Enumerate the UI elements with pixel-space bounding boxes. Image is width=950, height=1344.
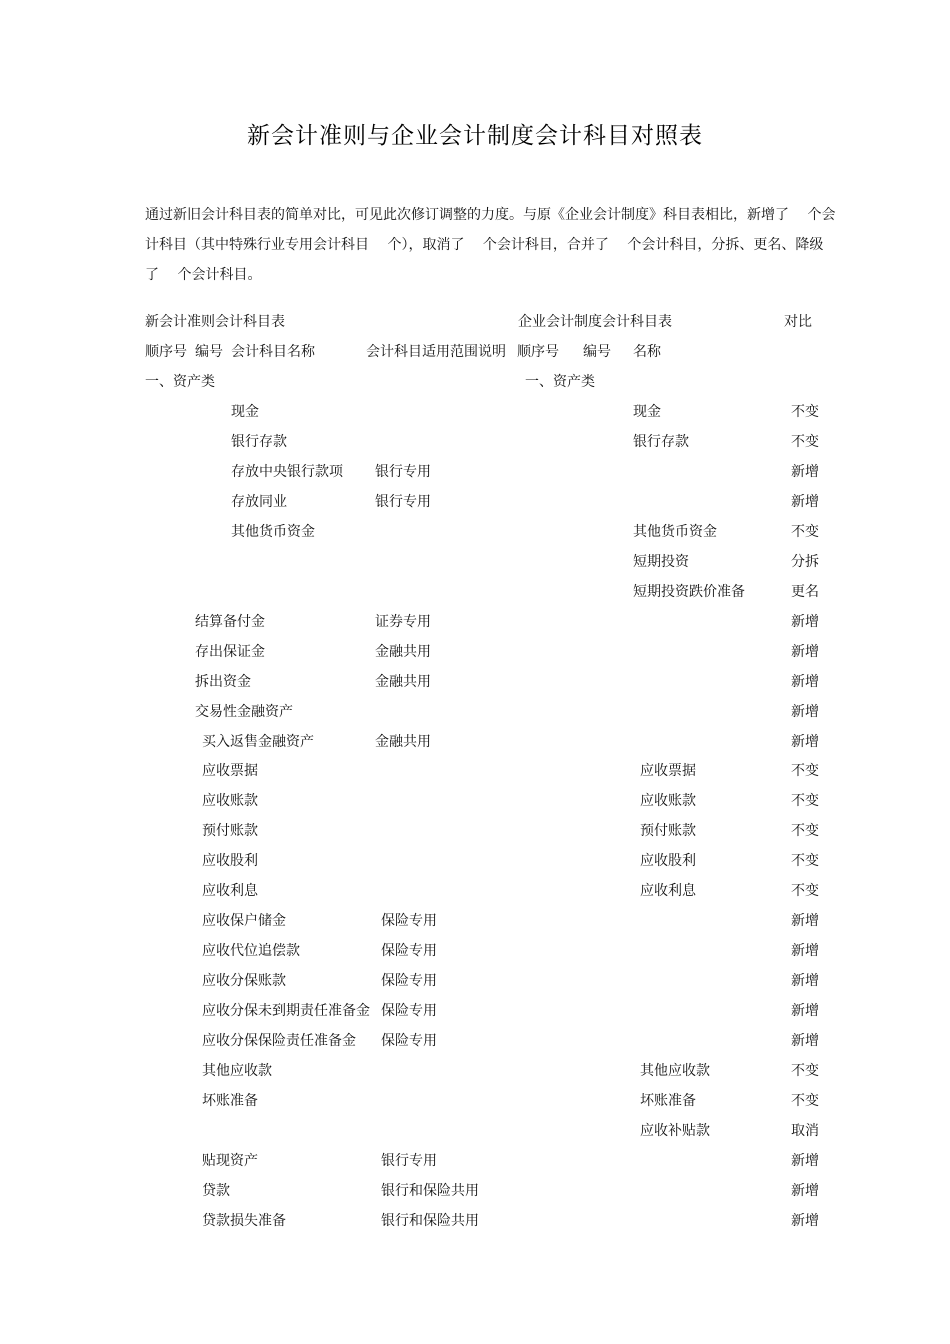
intro-paragraph [145,200,855,290]
column-header-code: 编号 [195,344,223,360]
account-name: 现金 [231,404,259,420]
account-name: 坏账准备 [202,1093,258,1109]
account-scope: 保险专用 [381,943,437,959]
account-scope: 银行专用 [375,494,431,510]
section-heading-old: 一、资产类 [525,374,595,390]
compare-value: 新增 [791,973,819,989]
account-scope: 保险专用 [381,1003,437,1019]
old-account-name: 其他货币资金 [633,524,717,540]
section-heading-new: 一、资产类 [145,374,215,390]
old-account-name: 预付账款 [640,823,696,839]
account-name: 存出保证金 [195,644,265,660]
intro-line: 了 个会计科目。 [145,267,262,283]
account-name: 应收股利 [202,853,258,869]
compare-value: 新增 [791,913,819,929]
page-title: 新会计准则与企业会计制度会计科目对照表 [247,123,703,149]
account-name: 应收账款 [202,793,258,809]
account-scope: 银行专用 [375,464,431,480]
column-header-old-seq: 顺序号 [517,344,559,360]
account-name: 其他货币资金 [231,524,315,540]
account-name: 应收利息 [202,883,258,899]
compare-value: 新增 [791,1033,819,1049]
account-name: 应收分保账款 [202,973,286,989]
compare-value: 不变 [791,853,819,869]
compare-value: 新增 [791,943,819,959]
compare-value: 新增 [791,734,819,750]
compare-value: 不变 [791,763,819,779]
account-scope: 银行和保险共用 [381,1213,479,1229]
compare-value: 新增 [791,1003,819,1019]
old-account-name: 现金 [633,404,661,420]
old-account-name: 短期投资 [633,554,689,570]
compare-value: 更名 [791,584,819,600]
compare-value: 新增 [791,644,819,660]
account-name: 买入返售金融资产 [202,734,314,750]
compare-value: 分拆 [791,554,819,570]
account-name: 预付账款 [202,823,258,839]
column-header-old-name: 名称 [633,344,661,360]
compare-value: 新增 [791,614,819,630]
compare-value: 取消 [791,1123,819,1139]
old-account-name: 其他应收款 [640,1063,710,1079]
account-name: 存放同业 [231,494,287,510]
account-scope: 银行和保险共用 [381,1183,479,1199]
compare-value: 不变 [791,434,819,450]
column-header-scope: 会计科目适用范围说明 [366,344,506,360]
old-account-name: 应收账款 [640,793,696,809]
account-name: 其他应收款 [202,1063,272,1079]
new-table-heading: 新会计准则会计科目表 [145,314,285,330]
old-account-name: 银行存款 [633,434,689,450]
account-scope: 银行专用 [381,1153,437,1169]
old-account-name: 应收补贴款 [640,1123,710,1139]
column-header-account-name: 会计科目名称 [231,344,315,360]
account-name: 结算备付金 [195,614,265,630]
column-header-old-code: 编号 [583,344,611,360]
account-name: 拆出资金 [195,674,251,690]
compare-value: 新增 [791,1153,819,1169]
compare-value: 不变 [791,1063,819,1079]
compare-value: 不变 [791,524,819,540]
old-account-name: 应收利息 [640,883,696,899]
column-header-seq: 顺序号 [145,344,187,360]
account-name: 交易性金融资产 [195,704,293,720]
old-account-name: 应收票据 [640,763,696,779]
compare-value: 不变 [791,823,819,839]
account-name: 应收票据 [202,763,258,779]
account-name: 应收分保未到期责任准备金 [202,1003,370,1019]
compare-value: 新增 [791,464,819,480]
compare-heading: 对比 [784,314,812,330]
account-scope: 保险专用 [381,913,437,929]
account-name: 银行存款 [231,434,287,450]
account-scope: 金融共用 [375,644,431,660]
compare-value: 新增 [791,704,819,720]
account-name: 存放中央银行款项 [231,464,343,480]
intro-line: 通过新旧会计科目表的简单对比，可见此次修订调整的力度。与原《企业会计制度》科目表相比，新增了 个会 [145,207,836,223]
compare-value: 不变 [791,793,819,809]
account-name: 应收分保保险责任准备金 [202,1033,356,1049]
account-name: 贴现资产 [202,1153,258,1169]
account-scope: 保险专用 [381,973,437,989]
compare-value: 不变 [791,883,819,899]
compare-value: 新增 [791,494,819,510]
account-name: 贷款损失准备 [202,1213,286,1229]
compare-value: 不变 [791,404,819,420]
old-account-name: 应收股利 [640,853,696,869]
account-name: 应收代位追偿款 [202,943,300,959]
compare-value: 新增 [791,1183,819,1199]
account-name: 贷款 [202,1183,230,1199]
old-account-name: 坏账准备 [640,1093,696,1109]
account-scope: 证券专用 [375,614,431,630]
old-account-name: 短期投资跌价准备 [633,584,745,600]
account-scope: 金融共用 [375,734,431,750]
old-table-heading: 企业会计制度会计科目表 [518,314,672,330]
compare-value: 新增 [791,674,819,690]
account-name: 应收保户储金 [202,913,286,929]
compare-value: 新增 [791,1213,819,1229]
account-scope: 保险专用 [381,1033,437,1049]
compare-value: 不变 [791,1093,819,1109]
account-scope: 金融共用 [375,674,431,690]
intro-line: 计科目（其中特殊行业专用会计科目 个），取消了 个会计科目，合并了 个会计科目，分拆、更名、降级 [145,237,824,253]
